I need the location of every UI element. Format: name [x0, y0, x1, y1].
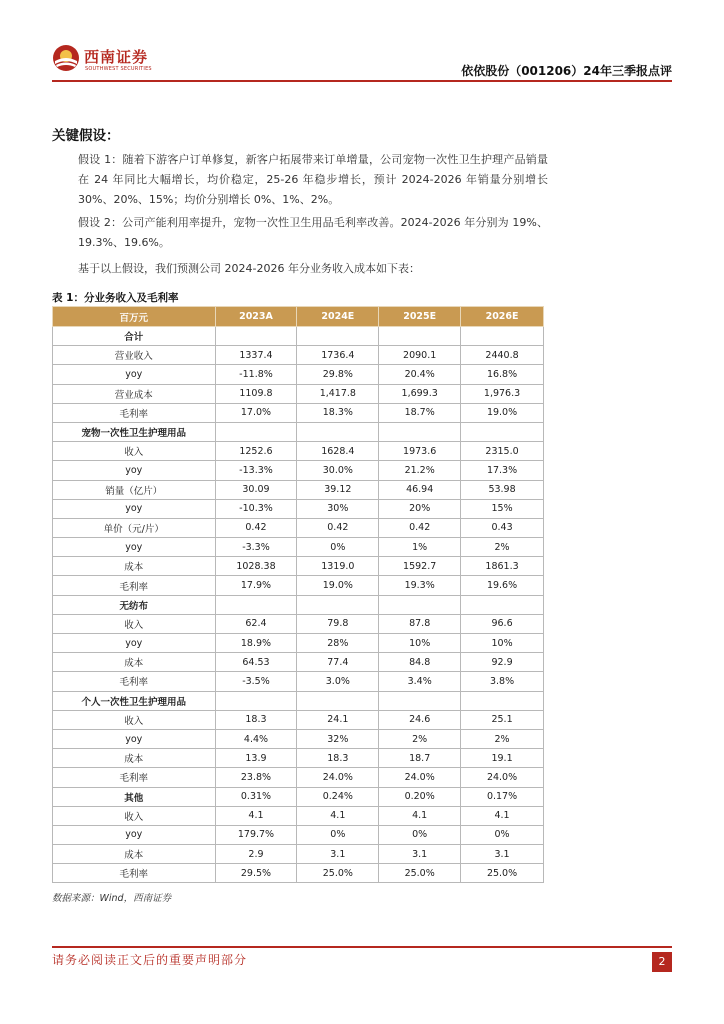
value-cell: 20% [379, 499, 461, 518]
value-cell: 24.6 [379, 710, 461, 729]
row-label-cell: 成本 [53, 749, 216, 768]
header-cell: 2023A [215, 307, 297, 327]
row-label-cell: 收入 [53, 442, 216, 461]
value-cell [297, 422, 379, 441]
value-cell: 29.5% [215, 864, 297, 883]
table-row [53, 422, 544, 441]
table-row [53, 461, 544, 480]
value-cell: 21.2% [379, 461, 461, 480]
header-cell: 2024E [297, 307, 379, 327]
value-cell: 1,417.8 [297, 384, 379, 403]
value-cell: 19.1 [461, 749, 544, 768]
value-cell: 3.1 [297, 845, 379, 864]
table-row [53, 442, 544, 461]
value-cell: 0.42 [379, 518, 461, 537]
value-cell: 3.8% [461, 672, 544, 691]
value-cell: 0% [297, 825, 379, 844]
value-cell: -10.3% [215, 499, 297, 518]
data-source-note: 数据来源：Wind，西南证券 [52, 893, 172, 904]
value-cell: 1973.6 [379, 442, 461, 461]
logo-chinese-text: 西南证券 [84, 48, 149, 66]
row-label-cell: yoy [53, 499, 216, 518]
row-label-cell: 营业成本 [53, 384, 216, 403]
value-cell: 92.9 [461, 653, 544, 672]
value-cell: 0.24% [297, 787, 379, 806]
value-cell: 19.3% [379, 576, 461, 595]
row-label-cell: yoy [53, 825, 216, 844]
value-cell: 10% [461, 634, 544, 653]
value-cell: 15% [461, 499, 544, 518]
value-cell: 17.0% [215, 403, 297, 422]
row-label-cell: 收入 [53, 614, 216, 633]
value-cell: -13.3% [215, 461, 297, 480]
page-number: 2 [652, 952, 672, 972]
value-cell: 2% [461, 538, 544, 557]
row-label-cell: 销量（亿片） [53, 480, 216, 499]
value-cell: 3.0% [297, 672, 379, 691]
value-cell: 24.0% [379, 768, 461, 787]
revenue-margin-table [52, 306, 544, 883]
value-cell: 1028.38 [215, 557, 297, 576]
logo-english-text: SOUTHWEST SECURITIES [85, 66, 152, 72]
table-row [53, 749, 544, 768]
value-cell: 18.3 [297, 749, 379, 768]
value-cell: 18.7% [379, 403, 461, 422]
table-row [53, 653, 544, 672]
value-cell: 29.8% [297, 365, 379, 384]
value-cell [215, 422, 297, 441]
value-cell: 17.9% [215, 576, 297, 595]
value-cell: 13.9 [215, 749, 297, 768]
value-cell: 2% [379, 729, 461, 748]
table-header-row [53, 307, 544, 327]
value-cell: 20.4% [379, 365, 461, 384]
value-cell [297, 327, 379, 346]
value-cell: 32% [297, 729, 379, 748]
value-cell [215, 327, 297, 346]
value-cell: 2440.8 [461, 346, 544, 365]
table-row [53, 365, 544, 384]
value-cell: 96.6 [461, 614, 544, 633]
row-label-cell: 合计 [53, 327, 216, 346]
table-row [53, 499, 544, 518]
table-row [53, 346, 544, 365]
value-cell [379, 327, 461, 346]
table-row [53, 576, 544, 595]
value-cell: -11.8% [215, 365, 297, 384]
value-cell: 0.20% [379, 787, 461, 806]
row-label-cell: yoy [53, 634, 216, 653]
value-cell: 0.42 [215, 518, 297, 537]
value-cell: 23.8% [215, 768, 297, 787]
row-label-cell: 毛利率 [53, 672, 216, 691]
table-title: 表 1：分业务收入及毛利率 [52, 292, 179, 304]
row-label-cell: 毛利率 [53, 768, 216, 787]
value-cell: 179.7% [215, 825, 297, 844]
table-row [53, 806, 544, 825]
value-cell: 18.3 [215, 710, 297, 729]
row-label-cell: 毛利率 [53, 403, 216, 422]
table-row [53, 518, 544, 537]
value-cell: 64.53 [215, 653, 297, 672]
value-cell: 24.0% [461, 768, 544, 787]
value-cell: 1,699.3 [379, 384, 461, 403]
table-row [53, 691, 544, 710]
value-cell: -3.3% [215, 538, 297, 557]
value-cell: 79.8 [297, 614, 379, 633]
value-cell: 2.9 [215, 845, 297, 864]
row-label-cell: 收入 [53, 710, 216, 729]
value-cell: 19.0% [461, 403, 544, 422]
table-row [53, 864, 544, 883]
logo-sun-icon [52, 44, 80, 72]
value-cell: 0% [297, 538, 379, 557]
header-cell: 百万元 [53, 307, 216, 327]
value-cell: 0.31% [215, 787, 297, 806]
row-label-cell: 成本 [53, 557, 216, 576]
value-cell: 1252.6 [215, 442, 297, 461]
value-cell: 39.12 [297, 480, 379, 499]
row-label-cell: 个人一次性卫生护理用品 [53, 691, 216, 710]
value-cell: 0.42 [297, 518, 379, 537]
value-cell: 0.17% [461, 787, 544, 806]
forecast-intro-paragraph: 基于以上假设，我们预测公司 2024-2026 年分业务收入成本如下表： [78, 262, 420, 275]
table-row [53, 634, 544, 653]
table-row [53, 845, 544, 864]
value-cell: 1628.4 [297, 442, 379, 461]
value-cell: 1736.4 [297, 346, 379, 365]
table-row [53, 768, 544, 787]
value-cell: 0% [461, 825, 544, 844]
value-cell: 1319.0 [297, 557, 379, 576]
assumption-paragraph-1: 假设 1：随着下游客户订单修复，新客户拓展带来订单增量，公司宠物一次性卫生护理产品销量在 24 年同比大幅增长，均价稳定，25-26 年稳步增长，预计 2024-2026 年销量分别增长 30%、20%、15%；均价分别增长 0%、1%、2%。 [78, 153, 548, 206]
table-row [53, 403, 544, 422]
value-cell: 1337.4 [215, 346, 297, 365]
value-cell [461, 327, 544, 346]
value-cell [297, 691, 379, 710]
value-cell: 1592.7 [379, 557, 461, 576]
row-label-cell: 成本 [53, 653, 216, 672]
value-cell: 25.1 [461, 710, 544, 729]
table-row [53, 595, 544, 614]
value-cell: 24.1 [297, 710, 379, 729]
value-cell: 2090.1 [379, 346, 461, 365]
value-cell: 0% [379, 825, 461, 844]
value-cell: 19.6% [461, 576, 544, 595]
value-cell: 87.8 [379, 614, 461, 633]
value-cell: 28% [297, 634, 379, 653]
row-label-cell: 单价（元/片） [53, 518, 216, 537]
value-cell: 3.1 [379, 845, 461, 864]
value-cell: -3.5% [215, 672, 297, 691]
table-row [53, 327, 544, 346]
value-cell: 30.0% [297, 461, 379, 480]
row-label-cell: yoy [53, 365, 216, 384]
value-cell: 84.8 [379, 653, 461, 672]
value-cell: 25.0% [379, 864, 461, 883]
value-cell [379, 595, 461, 614]
row-label-cell: 无纺布 [53, 595, 216, 614]
value-cell [215, 595, 297, 614]
table-row [53, 557, 544, 576]
value-cell: 46.94 [379, 480, 461, 499]
value-cell: 4.4% [215, 729, 297, 748]
value-cell: 2315.0 [461, 442, 544, 461]
value-cell: 4.1 [461, 806, 544, 825]
value-cell [215, 691, 297, 710]
value-cell: 1,976.3 [461, 384, 544, 403]
value-cell: 17.3% [461, 461, 544, 480]
value-cell: 2% [461, 729, 544, 748]
value-cell [297, 595, 379, 614]
row-label-cell: yoy [53, 538, 216, 557]
value-cell: 0.43 [461, 518, 544, 537]
row-label-cell: 成本 [53, 845, 216, 864]
row-label-cell: yoy [53, 729, 216, 748]
value-cell: 4.1 [297, 806, 379, 825]
table-row [53, 384, 544, 403]
value-cell: 4.1 [215, 806, 297, 825]
row-label-cell: 毛利率 [53, 576, 216, 595]
value-cell: 1861.3 [461, 557, 544, 576]
table-row [53, 480, 544, 499]
header-divider [52, 80, 672, 82]
value-cell: 1109.8 [215, 384, 297, 403]
footer-disclaimer: 请务必阅读正文后的重要声明部分 [52, 953, 248, 967]
value-cell [461, 691, 544, 710]
value-cell: 24.0% [297, 768, 379, 787]
row-label-cell: 收入 [53, 806, 216, 825]
value-cell: 19.0% [297, 576, 379, 595]
row-label-cell: 宠物一次性卫生护理用品 [53, 422, 216, 441]
header-cell: 2026E [461, 307, 544, 327]
row-label-cell: 毛利率 [53, 864, 216, 883]
row-label-cell: 营业收入 [53, 346, 216, 365]
value-cell: 53.98 [461, 480, 544, 499]
value-cell: 3.4% [379, 672, 461, 691]
value-cell: 18.9% [215, 634, 297, 653]
header-cell: 2025E [379, 307, 461, 327]
value-cell: 30% [297, 499, 379, 518]
table-row [53, 614, 544, 633]
row-label-cell: 其他 [53, 787, 216, 806]
table-row [53, 672, 544, 691]
value-cell: 77.4 [297, 653, 379, 672]
company-logo [52, 42, 172, 78]
value-cell: 18.3% [297, 403, 379, 422]
value-cell: 4.1 [379, 806, 461, 825]
row-label-cell: yoy [53, 461, 216, 480]
value-cell [461, 422, 544, 441]
footer-divider [52, 946, 672, 948]
value-cell: 25.0% [297, 864, 379, 883]
value-cell: 25.0% [461, 864, 544, 883]
table-row [53, 729, 544, 748]
value-cell: 62.4 [215, 614, 297, 633]
value-cell: 10% [379, 634, 461, 653]
table-row [53, 710, 544, 729]
table-row [53, 825, 544, 844]
table-body [53, 327, 544, 883]
report-title: 依依股份（001206）24年三季报点评 [461, 64, 672, 78]
section-title: 关键假设： [52, 128, 120, 144]
value-cell [379, 691, 461, 710]
value-cell: 16.8% [461, 365, 544, 384]
value-cell: 30.09 [215, 480, 297, 499]
table-row [53, 787, 544, 806]
assumption-paragraph-2: 假设 2：公司产能利用率提升，宠物一次性卫生用品毛利率改善。2024-2026 年分别为 19%、19.3%、19.6%。 [78, 216, 548, 249]
value-cell: 18.7 [379, 749, 461, 768]
value-cell [379, 422, 461, 441]
value-cell: 3.1 [461, 845, 544, 864]
table-row [53, 538, 544, 557]
value-cell [461, 595, 544, 614]
value-cell: 1% [379, 538, 461, 557]
